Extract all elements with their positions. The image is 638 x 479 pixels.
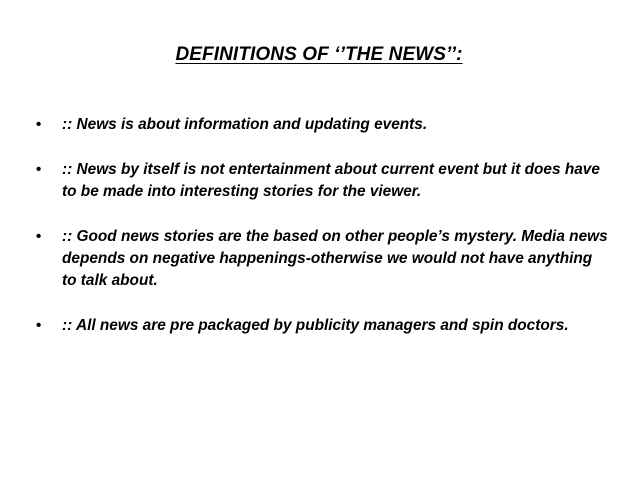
bullet-text: :: News by itself is not entertainment about current event but it does have to be made into interesting stories for the viewer. xyxy=(62,161,600,200)
bullet-icon: • xyxy=(36,161,42,178)
bullet-item xyxy=(0,315,638,337)
bullet-text: :: All news are pre packaged by publicity managers and spin doctors. xyxy=(62,317,569,334)
bullet-text: :: Good news stories are the based on other people’s mystery. Media news depends on negative happenings-otherwise we would not have anything to talk about. xyxy=(62,228,608,289)
bullet-item xyxy=(0,226,638,292)
bullet-text: :: News is about information and updating events. xyxy=(62,116,428,133)
bullet-item xyxy=(0,114,638,136)
bullet-icon: • xyxy=(36,116,42,133)
bullet-icon: • xyxy=(36,317,42,334)
bullet-list xyxy=(0,114,638,360)
bullet-item xyxy=(0,159,638,203)
slide-title: DEFINITIONS OF ‘’THE NEWS’’: xyxy=(175,44,463,65)
bullet-icon: • xyxy=(36,228,42,245)
